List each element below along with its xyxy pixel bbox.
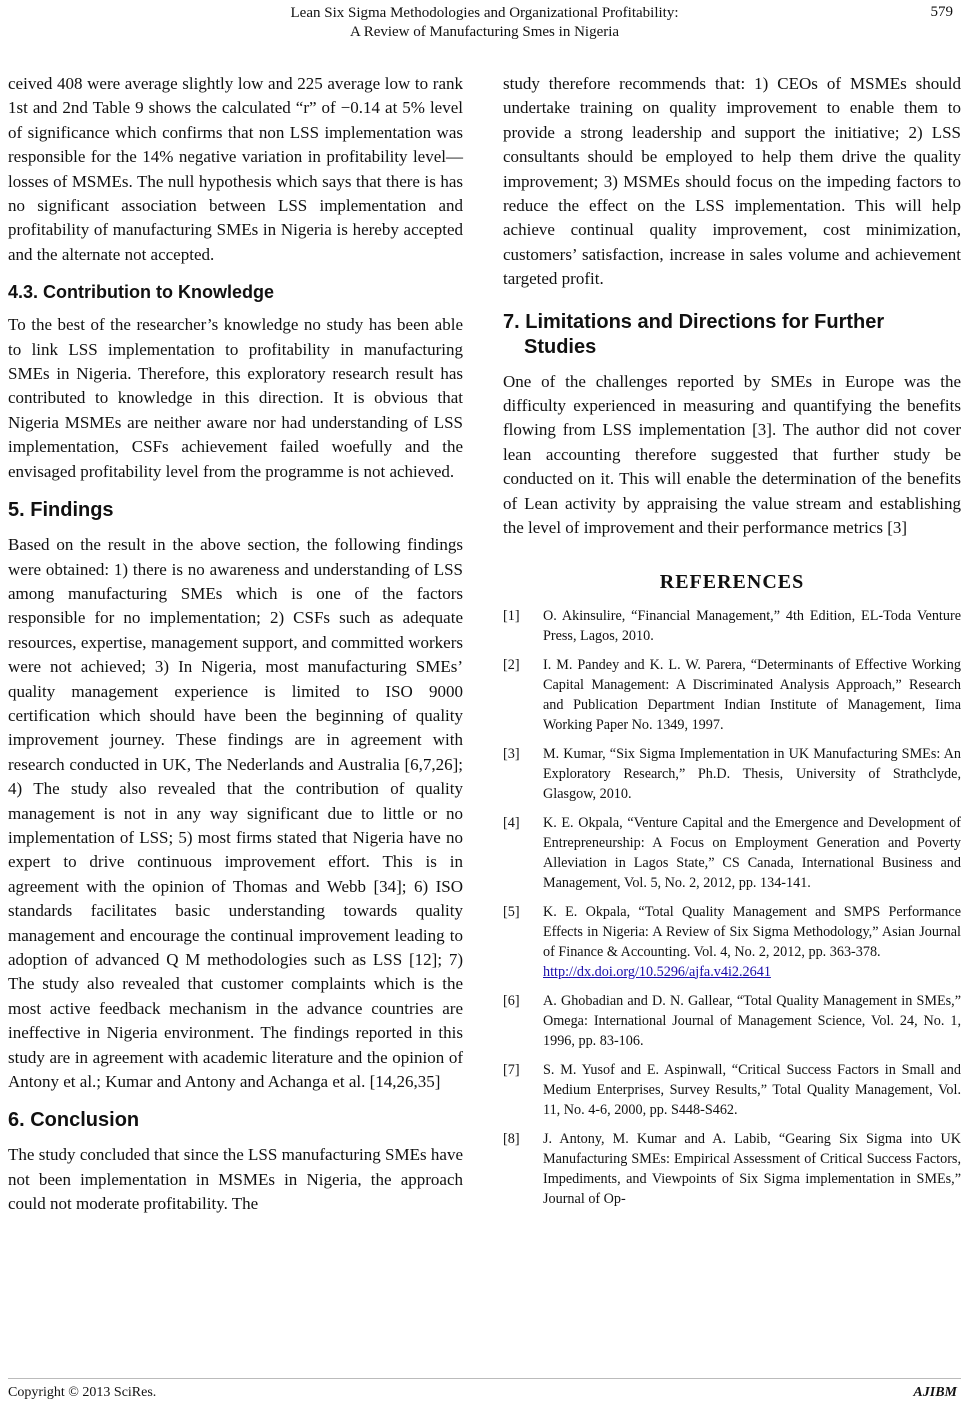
reference-item bbox=[503, 813, 961, 893]
reference-number: [6] bbox=[503, 992, 520, 1009]
reference-text bbox=[543, 902, 961, 982]
reference-text: J. Antony, M. Kumar and A. Labib, “Gearing Six Sigma into UK Manufacturing SMEs: Empirical Assessment of Critical Success Factors, Impediments, and Viewpoints of Six Sigma implementation in SMEs,” Journal of Op- bbox=[543, 1130, 961, 1207]
section-7-heading: 7. Limitations and Directions for Further Studies bbox=[503, 310, 885, 358]
reference-text: M. Kumar, “Six Sigma Implementation in UK Manufacturing SMEs: An Exploratory Research,” Ph.D. Thesis, University of Strathclyde, Glasgow, 2010. bbox=[543, 745, 961, 802]
right-column bbox=[503, 72, 961, 1218]
reference-number: [5] bbox=[503, 903, 520, 920]
reference-text: I. M. Pandey and K. L. W. Parera, “Determinants of Effective Working Capital Management: A Discriminated Analysis Approach,” Research and Publication Department Indian Institute of Management, Iima Working Paper No. 1349, 1997. bbox=[543, 656, 961, 733]
running-header bbox=[0, 4, 969, 42]
reference-item bbox=[503, 1060, 961, 1120]
journal-abbreviation: AJIBM bbox=[913, 1385, 957, 1400]
section-7-text: One of the challenges reported by SMEs in Europe was the difficulty experienced in measuring and quantifying the benefits flowing from LSS implementation [3]. The author did not cover lean accounting therefore suggested that further study be conducted on it. This will enable the determination of the benefits of Lean activity by appraising the value stream and establishing the level of improvement and their performance metrics [3] bbox=[503, 371, 961, 538]
reference-text: K. E. Okpala, “Venture Capital and the Emergence and Development of Entrepreneurship: A Focus on Employment Generation and Poverty Alleviation in Lagos State,” CS Canada, International Business and Management, Vol. 5, No. 2, 2012, pp. 134-141. bbox=[543, 814, 961, 891]
reference-item bbox=[503, 991, 961, 1051]
copyright-notice: Copyright © 2013 SciRes. bbox=[8, 1385, 157, 1400]
reference-item bbox=[503, 744, 961, 804]
doi-link[interactable]: http://dx.doi.org/10.5296/ajfa.v4i2.2641 bbox=[543, 963, 771, 980]
reference-number: [1] bbox=[503, 607, 520, 624]
reference-number: [3] bbox=[503, 745, 520, 762]
reference-item bbox=[503, 655, 961, 735]
references-heading: REFERENCES bbox=[659, 570, 805, 593]
reference-item bbox=[503, 1129, 961, 1209]
intro-paragraph: ceived 408 were average slightly low and 225 average low to rank 1st and 2nd Table 9 shows the calculated “r” of −0.14 at 5% level of significance which confirms that non LSS implementation was responsible for the 14% negative variation in profitability level—losses of MSMEs. The null hypothesis which says that there is has no significant association between LSS implementation and profitability of manufacturing SMEs in Nigeria is hereby accepted and the alternate not accepted. bbox=[8, 74, 463, 264]
section-4-3-text: To the best of the researcher’s knowledge no study has been able to link LSS implementation to profitability in manufacturing SMEs in Nigeria. Therefore, this exploratory research result has contributed to knowledge in this direction. It is obvious that Nigeria MSMEs are neither aware nor had understanding of LSS implementation, CSFs achievement failed woefully and the envisaged profitability level from the programme is not achieved. bbox=[8, 315, 463, 481]
reference-text: A. Ghobadian and D. N. Gallear, “Total Quality Management in SMEs,” Omega: International Journal of Management Science, Vol. 24, No. 1, 1996, pp. 83-106. bbox=[543, 992, 961, 1049]
section-5-heading: 5. Findings bbox=[8, 499, 114, 522]
section-6-heading: 6. Conclusion bbox=[8, 1109, 140, 1132]
conclusion-continued: study therefore recommends that: 1) CEOs of MSMEs should undertake training on quality improvement to enable them to provide a strong leadership and support the initiative; 2) LSS consultants should be employed to help them drive the quality improvement; 3) MSMEs should focus on the impeding factors to reduce the effect on the LSS implementation. This will help achieve continual quality improvement, cost minimization, customers’ satisfaction, increase in sales volume and achievement targeted profit. bbox=[503, 74, 961, 289]
reference-number: [8] bbox=[503, 1130, 520, 1147]
running-header-line2: A Review of Manufacturing Smes in Nigeria bbox=[349, 24, 620, 40]
reference-number: [7] bbox=[503, 1061, 520, 1078]
reference-text: S. M. Yusof and E. Aspinwall, “Critical Success Factors in Small and Medium Enterprises, Survey Results,” Total Quality Management, Vol. 11, No. 4-6, 2000, pp. S448-S462. bbox=[543, 1061, 961, 1118]
running-header-line1: Lean Six Sigma Methodologies and Organizational Profitability: bbox=[290, 5, 679, 21]
reference-item bbox=[503, 606, 961, 646]
reference-number: [4] bbox=[503, 814, 520, 831]
references-list bbox=[503, 606, 961, 1209]
section-5-text: Based on the result in the above section, the following findings were obtained: 1) there is no awareness and understanding of LSS among manufacturing SMEs which is one of the factors responsible for no implementation; 2) CSFs such as adequate resources, expertise, management support, and committed workers were not achieved; 3) In Nigeria, most manufacturing SMEs’ quality management experience is limited to ISO 9000 certification which should have been the beginning of quality improvement journey. These findings are in agreement with research conducted in UK, The Nederlands and Australia [6,7,26]; 4) The study also revealed that the contribution of quality management is not in any way significant due to little or no implementation of LSS; 5) most firms stated that Nigeria have no expert to drive continuous improvement effort. This is in agreement with the opinion of Thomas and Webb [34]; 6) ISO standards facilitates basic understanding towards quality management and encourage the continual improvement leading to adoption of advanced Q M methodologies such as LSS [12]; 7) The study also revealed that customer complaints which is the most active feedback mechanism in the advance countries are ineffective in Nigeria environment. The findings reported in this study are in agreement with academic literature and the opinion of Antony et al.; Kumar and Antony and Achanga et al. [14,26,35] bbox=[8, 535, 463, 1092]
section-4-3-heading: 4.3. Contribution to Knowledge bbox=[8, 282, 274, 303]
footer-rule bbox=[8, 1378, 961, 1379]
page-number: 579 bbox=[930, 4, 953, 20]
reference-text-body: K. E. Okpala, “Total Quality Management and SMPS Performance Effects in Nigeria: A Review of Six Sigma Methodology,” Asian Journal of Finance & Accounting. Vol. 4, No. 2, 2012, pp. 363-378. bbox=[543, 903, 961, 960]
reference-item bbox=[503, 902, 961, 982]
section-6-text: The study concluded that since the LSS manufacturing SMEs have not been implementation in MSMEs in Nigeria, the approach could not moderate profitability. The bbox=[8, 1145, 463, 1214]
reference-number: [2] bbox=[503, 656, 520, 673]
reference-text: O. Akinsulire, “Financial Management,” 4th Edition, EL-Toda Venture Press, Lagos, 2010. bbox=[543, 607, 961, 644]
left-column bbox=[8, 72, 463, 1217]
